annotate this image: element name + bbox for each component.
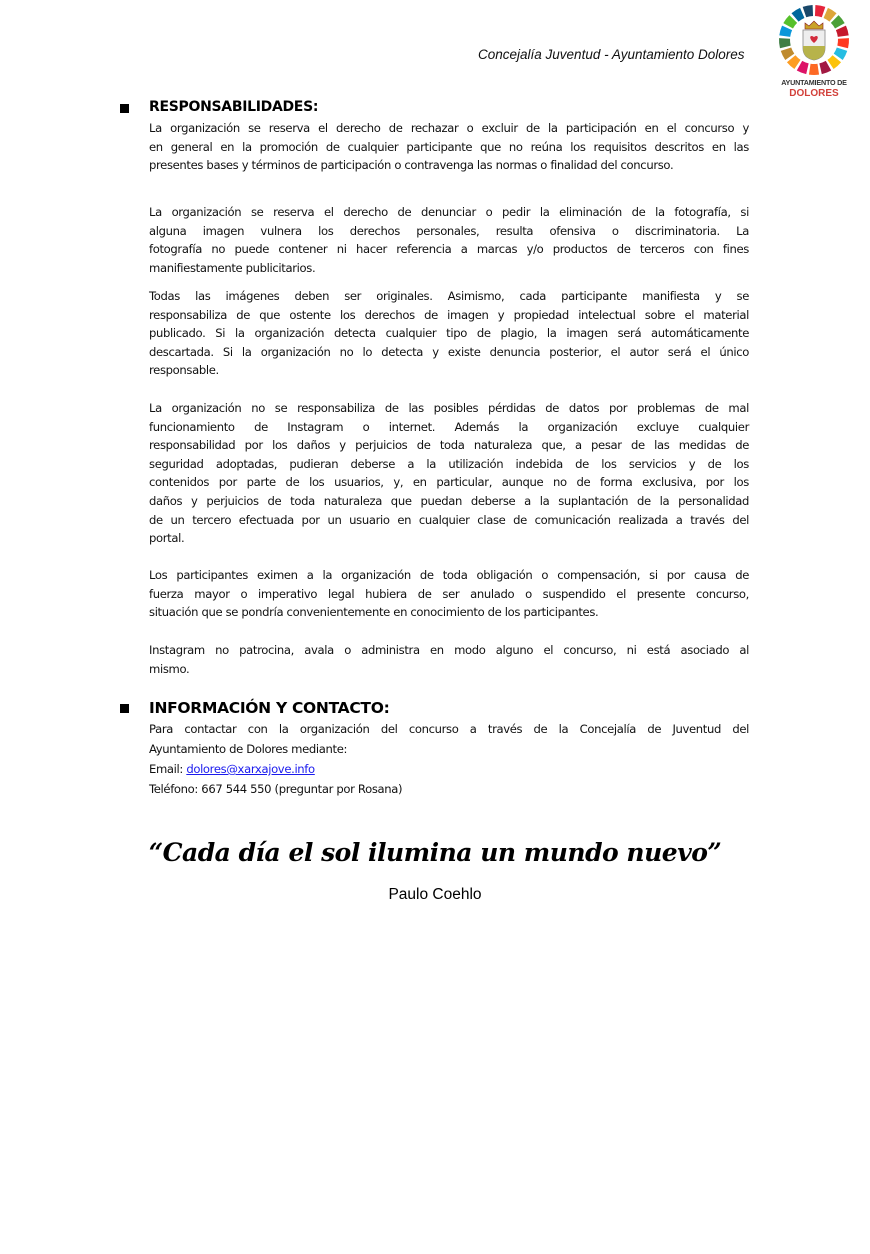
paragraph (149, 399, 749, 548)
paragraph-line: publicado. Si la organización detecta cualquier tipo de plagio, la imagen será automáticamente (149, 326, 749, 341)
paragraph-line: alguna imagen vulnera los derechos personales, resulta ofensiva o discriminatoria. La (149, 223, 749, 238)
paragraph-line: contenidos por parte de los usuarios, y, en particular, aunque no de forma exclusiva, por los (149, 475, 749, 490)
square-bullet-icon (120, 704, 129, 713)
quote-text: “Cada día el sol ilumina un mundo nuevo” (148, 838, 722, 867)
ayuntamiento-logo (776, 4, 852, 102)
paragraph-line: descartada. Si la organización no lo detecta y existe denuncia posterior, el autor será el único (149, 344, 749, 359)
paragraph-line: en general en la promoción de cualquier participante que no reúna los requisitos descritos en las (149, 139, 749, 154)
paragraph-line: de un tercero efectuada por un usuario en cualquier clase de comunicación realizada a través del (149, 512, 749, 527)
wheel-segment (809, 64, 819, 75)
shield-lower-field (803, 46, 825, 60)
paragraph-line: portal. (149, 531, 185, 546)
wheel-segment (836, 26, 849, 37)
quote-author: Paulo Coehlo (388, 886, 482, 903)
phone-line: Teléfono: 667 544 550 (preguntar por Rosana) (149, 782, 403, 796)
paragraph-line: situación que se pondría convenientemente en conocimiento de los participantes. (149, 605, 599, 620)
wheel-segment (837, 38, 849, 48)
paragraph (149, 641, 749, 678)
paragraph-line: La organización no se responsabiliza de las posibles pérdidas de datos por problemas de mal (149, 401, 749, 415)
header-title: Concejalía Juventud - Ayuntamiento Dolores (478, 47, 745, 62)
square-bullet-icon (120, 104, 129, 113)
wheel-segment (819, 61, 831, 74)
crest-wheel-icon (776, 4, 852, 76)
paragraph-line: seguridad adoptadas, pudieran deberse a la utilización indebida de los servicios y de los (149, 456, 749, 471)
email-label: Email: (149, 762, 187, 776)
section-title: INFORMACIÓN Y CONTACTO: (149, 699, 390, 717)
contact-intro-line: Ayuntamiento de Dolores mediante: (149, 742, 348, 756)
paragraph-line: responsabilidad por los daños y perjuicios de toda naturaleza que, a pesar de las medidas de (149, 438, 749, 453)
paragraph-line: manifiestamente publicitarios. (149, 260, 316, 275)
wheel-segment (815, 5, 825, 17)
paragraph (149, 287, 749, 380)
contact-intro-line: Para contactar con la organización del concurso a través de la Concejalía de Juventud del (149, 722, 749, 736)
paragraph-line: Todas las imágenes deben ser originales. Asimismo, cada participante manifiesta y se (149, 289, 749, 303)
wheel-segment (779, 26, 792, 37)
email-line (149, 759, 749, 779)
paragraph (149, 566, 749, 622)
paragraph-line: fotografía no puede contener ni hacer referencia a marcas y/o productos de terceros con fines (149, 242, 749, 257)
logo-line2: DOLORES (789, 88, 839, 99)
paragraph (149, 203, 749, 277)
email-link[interactable]: dolores@xarxajove.info (186, 762, 315, 776)
paragraph (149, 119, 749, 175)
paragraph-line: La organización se reserva el derecho de rechazar o excluir de la participación en el concurso y (149, 121, 749, 135)
paragraph-line: Instagram no patrocina, avala o administra en modo alguno el concurso, ni está asociado al (149, 643, 749, 657)
paragraph-line: presentes bases y términos de participación o contravenga las normas o finalidad del concurso. (149, 158, 674, 173)
crown-icon (805, 21, 823, 29)
paragraph-line: responsable. (149, 363, 219, 378)
paragraph-line: Los participantes eximen a la organización de toda obligación o compensación, si por causa de (149, 568, 749, 582)
section-title: RESPONSABILIDADES: (149, 99, 319, 115)
paragraph-line: fuerza mayor o imperativo legal hubiera de ser anulado o suspendido el presente concurso, (149, 586, 749, 601)
paragraph-line: funcionamiento de Instagram o internet. Además la organización excluye cualquier (149, 419, 749, 434)
paragraph-line: daños y perjuicios de toda naturaleza que puedan deberse a la suplantación de la personalidad (149, 493, 749, 508)
paragraph-line: mismo. (149, 661, 190, 676)
wheel-segment (797, 61, 809, 74)
wheel-segment (779, 38, 791, 48)
logo-line1: AYUNTAMIENTO DE (781, 78, 847, 87)
paragraph-line: La organización se reserva el derecho de denunciar o pedir la eliminación de la fotografía, si (149, 205, 749, 219)
paragraph-line: responsabiliza de que ostente los derechos de imagen y propiedad intelectual sobre el material (149, 307, 749, 322)
contact-block (149, 719, 749, 799)
wheel-segment (803, 5, 813, 17)
